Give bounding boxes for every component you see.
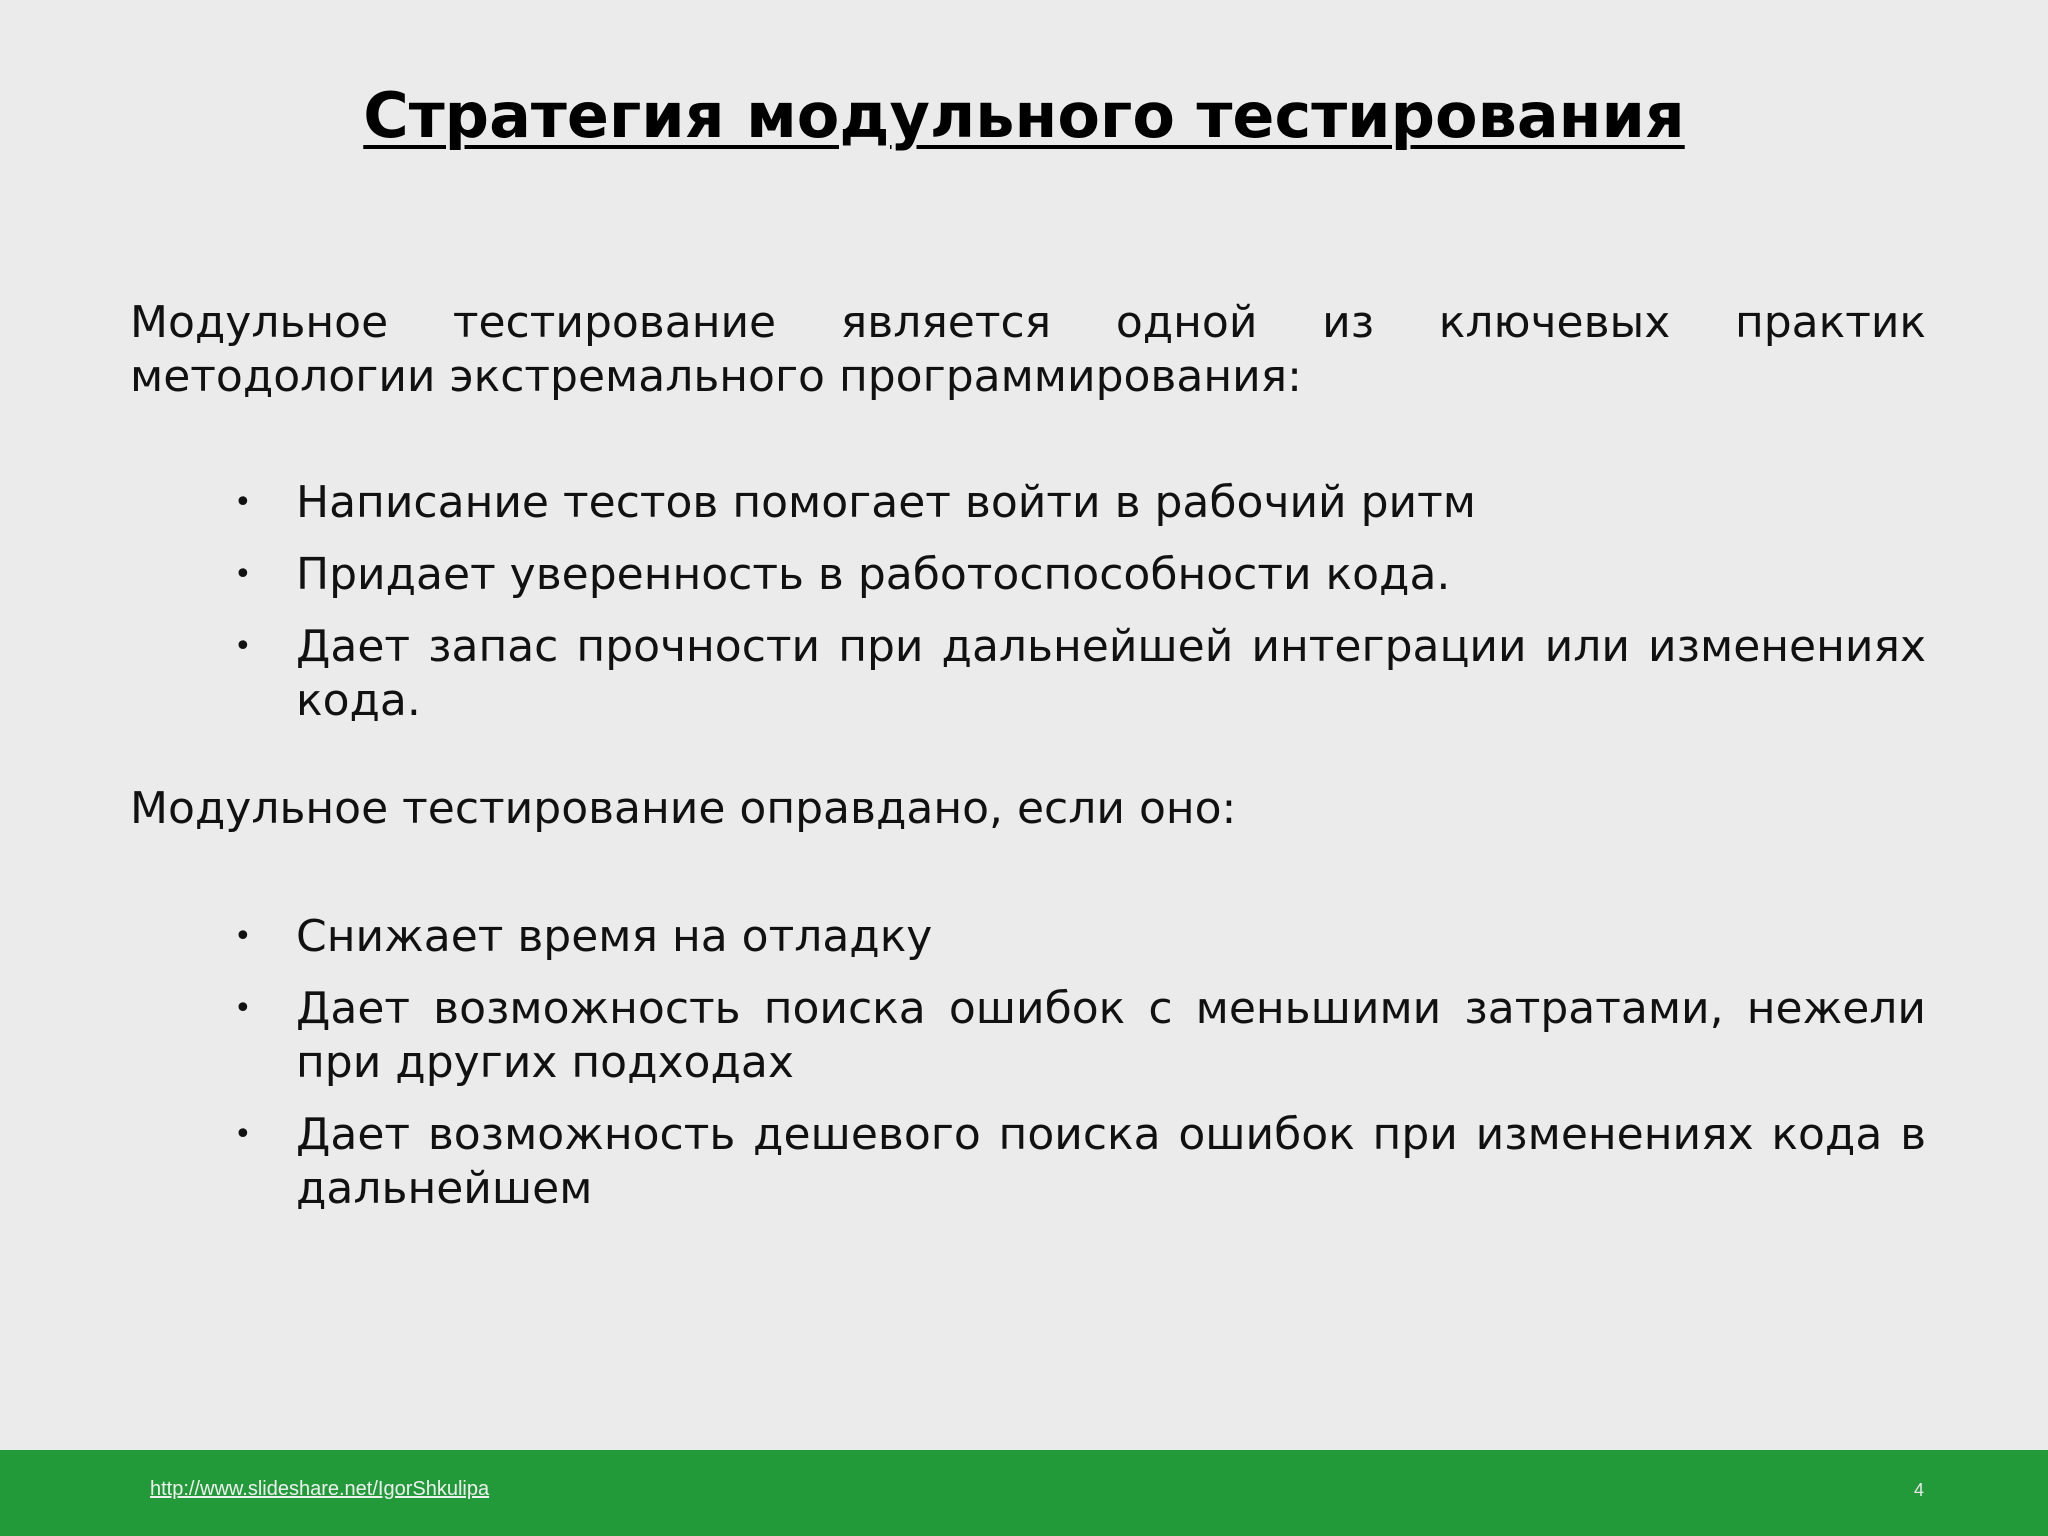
- bullet-text: Дает запас прочности при дальнейшей интеграции или изменениях кода.: [296, 621, 1926, 726]
- bullet-text: Дает возможность поиска ошибок с меньшими затратами, нежели при других подходах: [296, 983, 1926, 1088]
- footer-bar: [0, 1450, 2048, 1536]
- condition-paragraph: Модульное тестирование оправдано, если оно:: [130, 783, 1237, 834]
- bullet-icon: •: [234, 1117, 252, 1152]
- list-item: [130, 476, 1926, 530]
- bullet-icon: •: [234, 629, 252, 664]
- slide-title: Стратегия модульного тестирования: [363, 79, 1685, 152]
- bullet-icon: •: [234, 919, 252, 954]
- bullet-text: Придает уверенность в работоспособности кода.: [296, 549, 1451, 600]
- list-item: [130, 910, 1926, 964]
- bullet-icon: •: [234, 991, 252, 1026]
- intro-bullet-list: [130, 476, 1926, 746]
- condition-bullet-list: [130, 910, 1926, 1234]
- page-number: 4: [1913, 1480, 1924, 1500]
- list-item: [130, 1108, 1926, 1216]
- list-item: [130, 620, 1926, 728]
- bullet-text: Дает возможность дешевого поиска ошибок при изменениях кода в дальнейшем: [296, 1109, 1926, 1214]
- bullet-icon: •: [234, 485, 252, 520]
- list-item: [130, 548, 1926, 602]
- source-link[interactable]: http://www.slideshare.net/IgorShkulipa: [150, 1478, 490, 1500]
- bullet-icon: •: [234, 557, 252, 592]
- list-item: [130, 982, 1926, 1090]
- intro-paragraph: Модульное тестирование является одной из ключевых практик методологии экстремального программирования:: [130, 297, 1926, 402]
- bullet-text: Написание тестов помогает войти в рабочий ритм: [296, 477, 1476, 528]
- bullet-text: Снижает время на отладку: [296, 911, 933, 962]
